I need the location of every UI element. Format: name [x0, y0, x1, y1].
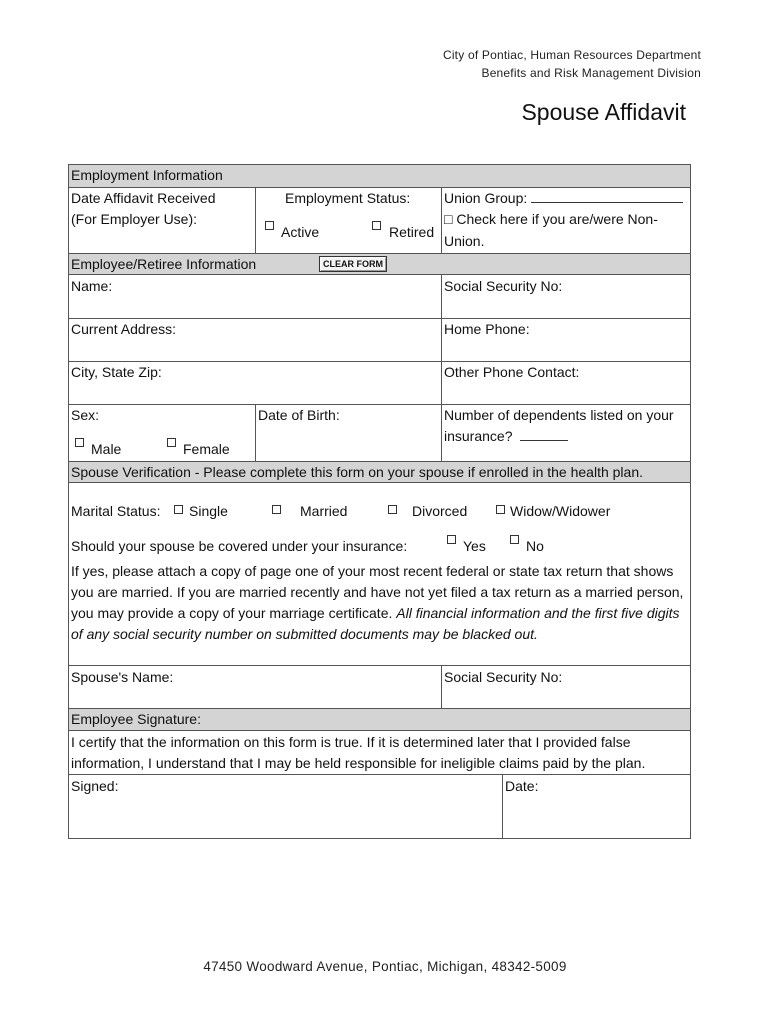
non-union-checkbox-label[interactable]: □ Check here if you are/were Non- [444, 211, 658, 227]
row-divider [69, 774, 690, 775]
instructions-italic: All financial information and the first five digits [396, 605, 680, 621]
section-title: Spouse Verification - Please complete this form on your spouse if enrolled in the health plan. [71, 464, 643, 480]
divider [441, 275, 442, 461]
employer-use-label: (For Employer Use): [71, 211, 198, 227]
form-title: Spouse Affidavit [521, 99, 686, 125]
certification-line: information, I understand that I may be held responsible for ineligible claims paid by the plan. [71, 755, 646, 771]
spouse-name-label: Spouse's Name: [71, 669, 174, 685]
certification-line: I certify that the information on this form is true. If it is determined later that I provided false [71, 734, 631, 750]
instructions-line: you are married. If you are married recently and have not yet filed a tax return as a married person, [71, 584, 684, 600]
row-divider [69, 318, 690, 319]
row-divider [69, 665, 690, 666]
section-title: Employee Signature: [71, 711, 201, 727]
divorced-label: Divorced [412, 503, 468, 519]
widow-checkbox[interactable] [496, 505, 505, 514]
divider [441, 665, 442, 708]
row-divider [69, 361, 690, 362]
divider [502, 774, 503, 838]
signed-label: Signed: [71, 778, 119, 794]
divider [255, 188, 256, 253]
date-received-label: Date Affidavit Received [71, 190, 216, 206]
yes-label: Yes [463, 538, 486, 554]
instructions-line [71, 624, 688, 645]
non-union-label-cont: Union. [444, 233, 485, 249]
clear-form-button[interactable]: CLEAR FORM [319, 256, 387, 272]
sex-label: Sex: [71, 407, 100, 423]
address-label: Current Address: [71, 321, 177, 337]
section-title: Employment Information [71, 167, 223, 183]
retired-checkbox[interactable] [372, 221, 381, 230]
dependents-line [520, 428, 568, 441]
dependents-label-cont: insurance? [444, 428, 513, 444]
ssn-label: Social Security No: [444, 278, 563, 294]
union-group-line [531, 190, 683, 203]
division-name: Benefits and Risk Management Division [481, 66, 701, 80]
single-label: Single [189, 503, 228, 519]
section-employment-information [69, 165, 690, 188]
instructions-line [71, 603, 688, 624]
retired-label: Retired [389, 224, 435, 240]
divider [255, 404, 256, 461]
spouse-ssn-label: Social Security No: [444, 669, 563, 685]
male-label: Male [91, 441, 122, 457]
section-spouse-verification [69, 461, 690, 483]
dob-label: Date of Birth: [258, 407, 340, 423]
certification-text [71, 732, 688, 774]
single-checkbox[interactable] [174, 505, 183, 514]
section-employee-signature [69, 708, 690, 731]
marital-status-label: Marital Status: [71, 503, 161, 519]
active-label: Active [281, 224, 320, 240]
union-group-label: Union Group: [444, 190, 528, 206]
male-checkbox[interactable] [75, 438, 84, 447]
female-label: Female [183, 441, 230, 457]
union-group-field[interactable] [444, 190, 683, 206]
affidavit-form [68, 164, 691, 839]
employment-status-label: Employment Status: [285, 190, 411, 206]
row-divider [69, 404, 690, 405]
home-phone-label: Home Phone: [444, 321, 530, 337]
dependents-label: Number of dependents listed on your [444, 407, 674, 423]
footer-address: 47450 Woodward Avenue, Pontiac, Michigan, 48342-5009 [203, 959, 567, 974]
city-state-zip-label: City, State Zip: [71, 364, 162, 380]
divider [441, 188, 442, 253]
instructions-italic: of any social security number on submitted documents may be blacked out. [71, 626, 538, 642]
active-checkbox[interactable] [265, 221, 274, 230]
yes-checkbox[interactable] [447, 535, 456, 544]
married-label: Married [300, 503, 348, 519]
no-checkbox[interactable] [510, 535, 519, 544]
dependents-field[interactable] [444, 428, 568, 444]
instructions-text: you may provide a copy of your marriage certificate. [71, 605, 393, 621]
department-name: City of Pontiac, Human Resources Department [442, 48, 701, 62]
no-label: No [526, 538, 544, 554]
other-phone-label: Other Phone Contact: [444, 364, 580, 380]
married-checkbox[interactable] [272, 505, 281, 514]
female-checkbox[interactable] [167, 438, 176, 447]
coverage-question: Should your spouse be covered under your insurance: [71, 538, 408, 554]
date-label: Date: [505, 778, 539, 794]
widow-label: Widow/Widower [510, 503, 611, 519]
divorced-checkbox[interactable] [388, 505, 397, 514]
section-title: Employee/Retiree Information [71, 256, 257, 272]
name-label: Name: [71, 278, 113, 294]
instructions-line: If yes, please attach a copy of page one of your most recent federal or state tax return that shows [71, 563, 674, 579]
spouse-instructions [71, 561, 688, 645]
